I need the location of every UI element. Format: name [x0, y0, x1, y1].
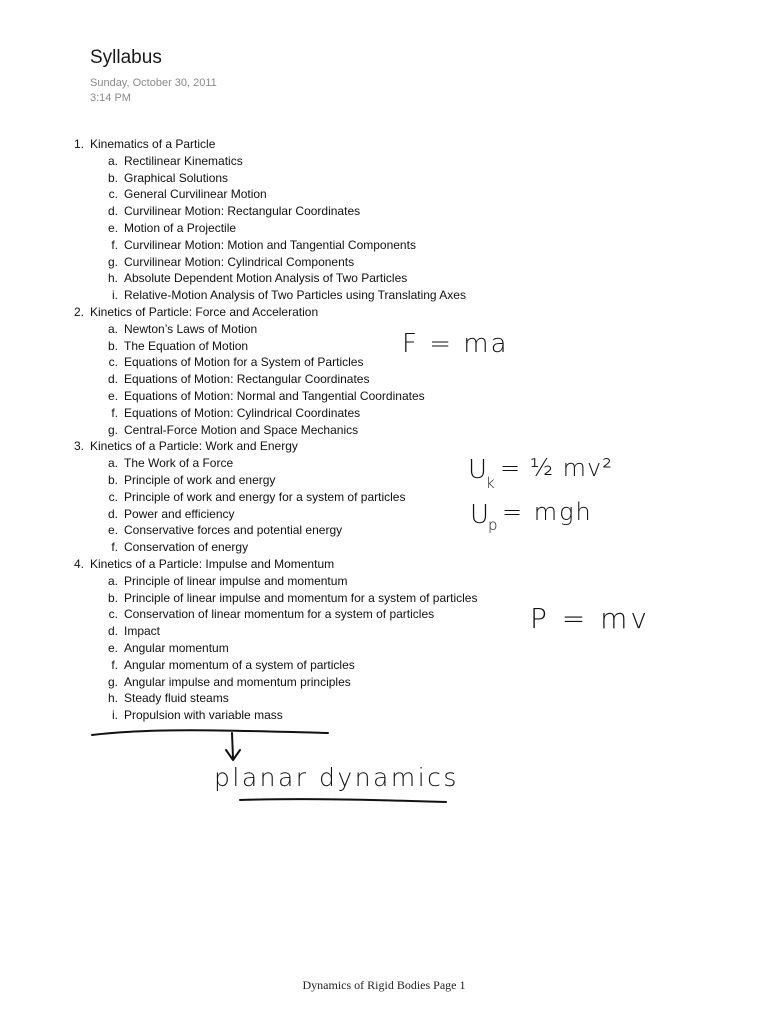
item-letter: h.	[107, 271, 118, 286]
section-2	[0, 304, 768, 438]
ink-potential-rhs: = mgh	[502, 498, 593, 526]
section-heading	[0, 136, 768, 153]
list-item	[0, 707, 768, 724]
item-letter: g.	[107, 422, 118, 437]
page-time: 3:14 PM	[90, 92, 131, 104]
item-letter: e.	[107, 388, 118, 403]
item-letter: f.	[111, 657, 118, 672]
item-text: Angular momentum	[124, 640, 229, 655]
item-letter: c.	[108, 187, 118, 202]
ink-underline-list	[92, 730, 328, 735]
list-item	[0, 186, 768, 203]
list-item	[0, 405, 768, 422]
ink-potential-u: U	[470, 500, 490, 530]
item-text: The Work of a Force	[124, 456, 234, 471]
section-heading	[0, 304, 768, 321]
list-item	[0, 170, 768, 187]
item-text: Curvilinear Motion: Motion and Tangential Components	[124, 237, 416, 252]
page-date: Sunday, October 30, 2011	[90, 77, 217, 89]
item-letter: g.	[107, 254, 118, 269]
section-title: Kinetics of a Particle: Impulse and Momentum	[90, 556, 335, 571]
item-text: Conservative forces and potential energy	[124, 523, 343, 538]
item-text: Motion of a Projectile	[124, 220, 237, 235]
item-text: General Curvilinear Motion	[124, 187, 267, 202]
ink-force-equation: F = ma	[402, 329, 509, 359]
list-item	[0, 640, 768, 657]
item-letter: b.	[107, 472, 118, 487]
section-4	[0, 556, 768, 724]
list-item	[0, 321, 768, 338]
list-item	[0, 455, 768, 472]
item-letter: a.	[107, 456, 118, 471]
item-text: Graphical Solutions	[124, 170, 229, 185]
list-item	[0, 489, 768, 506]
item-text: Principle of work and energy for a system of particles	[124, 489, 406, 504]
item-text: Rectilinear Kinematics	[124, 153, 243, 168]
list-item	[0, 506, 768, 523]
ink-kinetic-subscript: k	[486, 474, 495, 492]
list-item	[0, 338, 768, 355]
item-letter: a.	[107, 321, 118, 336]
item-text: Conservation of energy	[124, 540, 249, 555]
list-item	[0, 388, 768, 405]
item-text: Relative-Motion Analysis of Two Particles using Translating Axes	[124, 288, 466, 303]
list-item	[0, 690, 768, 707]
list-item	[0, 153, 768, 170]
item-text: Conservation of linear momentum for a system of particles	[124, 607, 435, 622]
item-text: Absolute Dependent Motion Analysis of Two Particles	[124, 271, 408, 286]
item-text: Equations of Motion: Rectangular Coordinates	[124, 372, 370, 387]
ink-arrow-down	[226, 733, 240, 760]
item-letter: h.	[107, 691, 118, 706]
item-letter: a.	[107, 573, 118, 588]
item-text: Curvilinear Motion: Cylindrical Components	[124, 254, 355, 269]
item-letter: d.	[107, 204, 118, 219]
list-item	[0, 254, 768, 271]
syllabus-outline	[0, 136, 768, 724]
item-letter: d.	[107, 624, 118, 639]
ink-potential-subscript: p	[488, 516, 498, 534]
section-number: 2.	[73, 304, 84, 319]
item-letter: i.	[112, 288, 118, 303]
item-text: Angular momentum of a system of particles	[124, 657, 355, 672]
page-title: Syllabus	[90, 47, 162, 68]
item-text: Central-Force Motion and Space Mechanics	[124, 422, 359, 437]
list-item	[0, 590, 768, 607]
item-letter: f.	[111, 405, 118, 420]
list-item	[0, 522, 768, 539]
item-text: Angular impulse and momentum principles	[124, 674, 351, 689]
section-heading	[0, 556, 768, 573]
item-letter: c.	[108, 489, 118, 504]
item-text: The Equation of Motion	[124, 338, 249, 353]
section-3	[0, 438, 768, 556]
item-letter: f.	[111, 237, 118, 252]
item-text: Equations of Motion: Normal and Tangential Coordinates	[124, 388, 425, 403]
item-letter: e.	[107, 523, 118, 538]
section-title: Kinetics of Particle: Force and Acceleration	[90, 304, 319, 319]
section-heading	[0, 438, 768, 455]
item-text: Principle of work and energy	[124, 472, 276, 487]
item-text: Equations of Motion: Cylindrical Coordinates	[124, 405, 361, 420]
item-letter: f.	[111, 540, 118, 555]
item-text: Impact	[124, 624, 161, 639]
list-item	[0, 270, 768, 287]
list-item	[0, 539, 768, 556]
item-text: Newton’s Laws of Motion	[124, 321, 258, 336]
list-item	[0, 623, 768, 640]
item-letter: a.	[107, 153, 118, 168]
item-letter: e.	[107, 220, 118, 235]
item-letter: i.	[112, 708, 118, 723]
item-letter: c.	[108, 355, 118, 370]
ink-kinetic-u: U	[468, 455, 488, 485]
item-text: Power and efficiency	[124, 506, 235, 521]
ink-momentum-equation: P = mv	[530, 602, 650, 635]
item-text: Steady fluid steams	[124, 691, 229, 706]
list-item	[0, 606, 768, 623]
list-item	[0, 237, 768, 254]
list-item	[0, 674, 768, 691]
ink-planar-dynamics: planar dynamics	[214, 763, 459, 792]
section-title: Kinetics of a Particle: Work and Energy	[90, 439, 298, 454]
item-letter: e.	[107, 640, 118, 655]
list-item	[0, 354, 768, 371]
list-item	[0, 472, 768, 489]
section-number: 4.	[73, 556, 84, 571]
page-footer: Dynamics of Rigid Bodies Page 1	[302, 978, 466, 992]
item-letter: g.	[107, 674, 118, 689]
item-text: Principle of linear impulse and momentum for a system of particles	[124, 590, 478, 605]
list-item	[0, 573, 768, 590]
item-letter: b.	[107, 590, 118, 605]
section-1	[0, 136, 768, 304]
list-item	[0, 287, 768, 304]
ink-kinetic-rhs: = ½ mv²	[500, 454, 613, 482]
list-item	[0, 657, 768, 674]
ink-underline-planar	[240, 799, 446, 802]
section-number: 3.	[73, 439, 84, 454]
item-letter: b.	[107, 338, 118, 353]
list-item	[0, 203, 768, 220]
item-text: Equations of Motion for a System of Particles	[124, 355, 364, 370]
list-item	[0, 422, 768, 439]
item-text: Principle of linear impulse and momentum	[124, 573, 348, 588]
item-text: Curvilinear Motion: Rectangular Coordinates	[124, 204, 361, 219]
item-text: Propulsion with variable mass	[124, 708, 283, 723]
section-number: 1.	[73, 137, 84, 151]
list-item	[0, 220, 768, 237]
item-letter: d.	[107, 372, 118, 387]
item-letter: c.	[108, 607, 118, 622]
item-letter: b.	[107, 170, 118, 185]
list-item	[0, 371, 768, 388]
section-title: Kinematics of a Particle	[90, 137, 216, 151]
item-letter: d.	[107, 506, 118, 521]
